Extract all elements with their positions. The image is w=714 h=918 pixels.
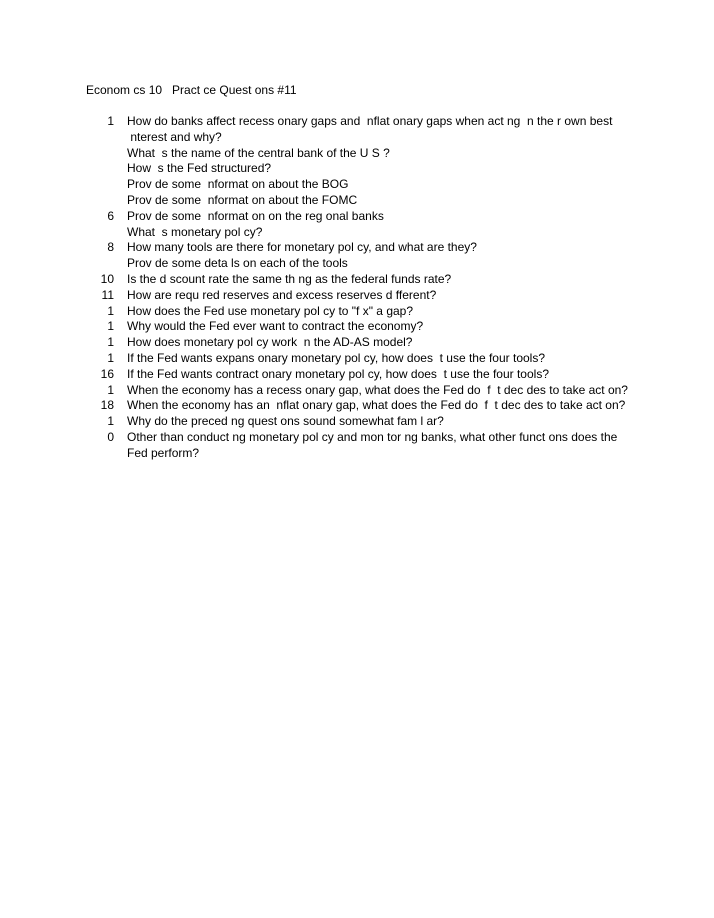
question-number: 1: [107, 414, 114, 429]
list-item: [86, 177, 646, 193]
list-item: [86, 351, 646, 367]
list-item: [86, 304, 646, 320]
list-item: [86, 272, 646, 288]
question-text: How do banks affect recess onary gaps and nflat onary gaps when act ng n the r own best nterest and why?: [127, 114, 613, 144]
list-item: [86, 288, 646, 304]
list-item: [86, 414, 646, 430]
question-text: How s the Fed structured?: [127, 161, 272, 176]
list-item: [86, 146, 646, 162]
question-number: 1: [107, 335, 114, 350]
question-text: Is the d scount rate the same th ng as the federal funds rate?: [127, 271, 452, 286]
question-text: Prov de some deta ls on each of the tools: [127, 256, 348, 271]
question-text: Prov de some nformat on about the BOG: [127, 177, 349, 192]
question-number: 0: [107, 429, 114, 444]
question-number: 1: [107, 303, 114, 318]
list-item: [86, 114, 646, 146]
question-number: 8: [107, 240, 114, 255]
list-item: [86, 383, 646, 399]
question-text: Prov de some nformat on on the reg onal banks: [127, 208, 384, 223]
list-item: [86, 398, 646, 414]
question-number: 6: [107, 208, 114, 223]
question-text: How many tools are there for monetary pol cy, and what are they?: [127, 240, 477, 255]
question-number: 1: [107, 114, 114, 128]
question-text: Why do the preced ng quest ons sound somewhat fam l ar?: [127, 414, 444, 429]
question-text: How are requ red reserves and excess reserves d fferent?: [127, 287, 437, 302]
question-number: 1: [107, 350, 114, 365]
question-text: Other than conduct ng monetary pol cy and mon tor ng banks, what other funct ons does the Fed perform?: [127, 429, 618, 460]
question-text: What s the name of the central bank of the U S ?: [127, 145, 390, 160]
list-item: [86, 430, 646, 462]
question-number: 1: [107, 319, 114, 334]
list-item: [86, 209, 646, 225]
list-item: [86, 193, 646, 209]
list-item: [86, 319, 646, 335]
question-number: 11: [101, 287, 114, 302]
question-text: When the economy has a recess onary gap, what does the Fed do f t dec des to take act on?: [127, 382, 628, 397]
list-item: [86, 225, 646, 241]
list-item: [86, 240, 646, 256]
question-text: When the economy has an nflat onary gap, what does the Fed do f t dec des to take act on?: [127, 398, 626, 413]
question-text: If the Fed wants contract onary monetary pol cy, how does t use the four tools?: [127, 366, 549, 381]
question-number: 10: [100, 271, 114, 286]
list-item: [86, 256, 646, 272]
question-text: Why would the Fed ever want to contract the economy?: [127, 319, 424, 334]
question-number: 16: [100, 366, 114, 381]
list-item: [86, 161, 646, 177]
question-text: If the Fed wants expans onary monetary pol cy, how does t use the four tools?: [127, 350, 546, 365]
question-text: How does the Fed use monetary pol cy to "f x" a gap?: [127, 303, 414, 318]
question-text: Prov de some nformat on about the FOMC: [127, 192, 358, 207]
document-title: Econom cs 10 Pract ce Quest ons #11: [86, 83, 297, 97]
question-text: How does monetary pol cy work n the AD-AS model?: [127, 335, 413, 350]
question-number: 18: [100, 398, 114, 413]
question-list: [86, 114, 646, 462]
question-number: 1: [107, 382, 114, 397]
list-item: [86, 367, 646, 383]
question-text: What s monetary pol cy?: [127, 224, 263, 239]
list-item: [86, 335, 646, 351]
